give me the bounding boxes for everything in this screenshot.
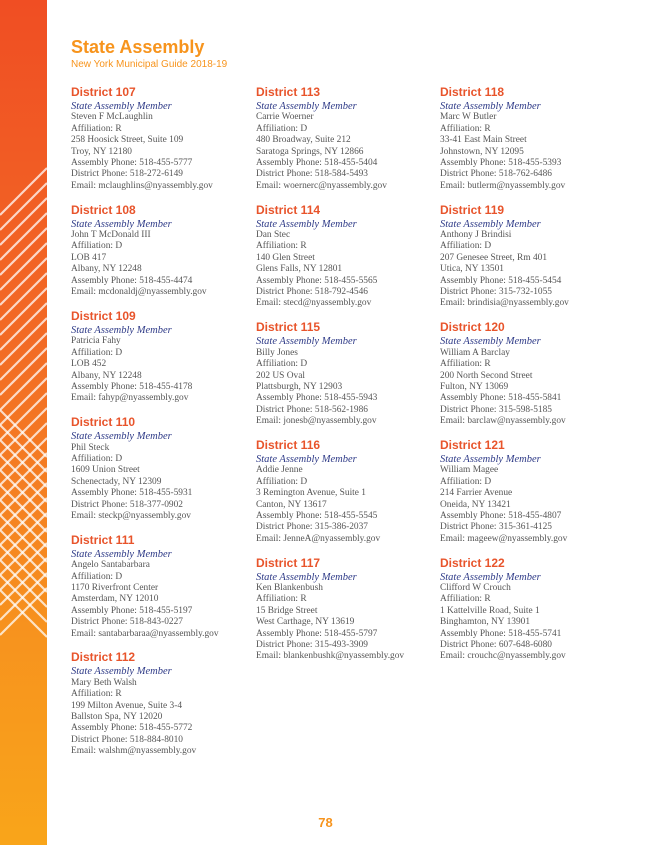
district-entry: [71, 85, 251, 192]
district-heading: District 121: [440, 437, 505, 452]
district-phone: District Phone: 518-762-6486: [440, 169, 552, 180]
district-phone: District Phone: 315-732-1055: [440, 287, 552, 298]
member-role: State Assembly Member: [256, 336, 357, 348]
address-line-1: 199 Milton Avenue, Suite 3-4: [71, 700, 183, 711]
address-line-2: Troy, NY 12180: [71, 146, 132, 157]
member-email: Email: barclaw@nyassembly.gov: [440, 416, 566, 427]
district-entry: [256, 203, 436, 310]
member-role: State Assembly Member: [440, 218, 541, 230]
address-line-1: 207 Genesee Street, Rm 401: [440, 252, 548, 263]
district-phone: District Phone: 518-884-8010: [71, 734, 183, 745]
address-line-2: Fulton, NY 13069: [440, 381, 509, 392]
assembly-phone: Assembly Phone: 518-455-5741: [440, 628, 562, 639]
member-name: Carrie Woerner: [256, 112, 314, 123]
district-entry: [440, 556, 620, 663]
member-email: Email: blankenbushk@nyassembly.gov: [256, 651, 405, 662]
assembly-phone: Assembly Phone: 518-455-5943: [256, 393, 378, 404]
page-subtitle: New York Municipal Guide 2018-19: [71, 59, 228, 70]
member-affiliation: Affiliation: D: [440, 476, 492, 487]
assembly-phone: Assembly Phone: 518-455-4474: [71, 275, 193, 286]
member-name: Billy Jones: [256, 347, 298, 358]
member-email: Email: santabarbaraa@nyassembly.gov: [71, 628, 219, 639]
member-name: John T McDonald III: [71, 230, 151, 241]
address-line-2: West Carthage, NY 13619: [256, 617, 355, 628]
member-role: State Assembly Member: [71, 431, 172, 443]
assembly-phone: Assembly Phone: 518-455-4807: [440, 510, 562, 521]
member-name: William A Barclay: [440, 347, 510, 358]
member-role: State Assembly Member: [71, 324, 172, 336]
assembly-phone: Assembly Phone: 518-455-5404: [256, 158, 378, 169]
member-affiliation: Affiliation: R: [440, 359, 491, 370]
page-title: State Assembly: [71, 37, 205, 57]
member-name: Phil Steck: [71, 442, 110, 453]
address-line-2: Utica, NY 13501: [440, 264, 504, 275]
member-affiliation: Affiliation: R: [440, 594, 491, 605]
assembly-phone: Assembly Phone: 518-455-5772: [71, 723, 193, 734]
member-email: Email: mclaughlins@nyassembly.gov: [71, 180, 213, 191]
address-line-1: 480 Broadway, Suite 212: [256, 135, 351, 146]
district-entry: [71, 309, 251, 405]
member-name: Angelo Santabarbara: [71, 560, 150, 571]
address-line-2: Ballston Spa, NY 12020: [71, 712, 163, 723]
address-line-2: Schenectady, NY 12309: [71, 476, 162, 487]
member-role: State Assembly Member: [71, 548, 172, 560]
member-email: Email: steckp@nyassembly.gov: [71, 510, 191, 521]
assembly-phone: Assembly Phone: 518-455-5565: [256, 275, 378, 286]
member-role: State Assembly Member: [440, 336, 541, 348]
page-number: 78: [318, 815, 333, 830]
member-affiliation: Affiliation: R: [256, 241, 307, 252]
member-role: State Assembly Member: [256, 571, 357, 583]
assembly-phone: Assembly Phone: 518-455-5393: [440, 158, 562, 169]
member-role: State Assembly Member: [71, 101, 172, 112]
address-line-2: Johnstown, NY 12095: [440, 146, 524, 157]
address-line-1: LOB 417: [71, 252, 107, 263]
district-entry: [71, 415, 251, 522]
address-line-2: Saratoga Springs, NY 12866: [256, 146, 364, 157]
column-3: [440, 85, 620, 673]
assembly-phone: Assembly Phone: 518-455-5841: [440, 393, 562, 404]
member-affiliation: Affiliation: D: [440, 241, 492, 252]
page-header: [71, 37, 227, 71]
member-affiliation: Affiliation: D: [71, 241, 123, 252]
district-entry: [256, 85, 436, 192]
member-email: Email: mageew@nyassembly.gov: [440, 533, 568, 544]
assembly-phone: Assembly Phone: 518-455-5197: [71, 605, 193, 616]
member-affiliation: Affiliation: D: [71, 453, 123, 464]
district-entry: [256, 438, 436, 545]
district-phone: District Phone: 518-377-0902: [71, 499, 183, 510]
district-entry: [256, 556, 436, 663]
member-email: Email: butlerm@nyassembly.gov: [440, 180, 566, 191]
member-affiliation: Affiliation: R: [71, 689, 122, 700]
district-entry: [440, 320, 620, 427]
column-1: [71, 85, 251, 768]
district-entry: [256, 320, 436, 427]
district-heading: District 109: [71, 308, 136, 323]
member-affiliation: Affiliation: D: [256, 359, 308, 370]
member-email: Email: JenneA@nyassembly.gov: [256, 533, 381, 544]
address-line-1: 15 Bridge Street: [256, 605, 318, 616]
member-name: Dan Stec: [256, 230, 291, 241]
district-phone: District Phone: 315-361-4125: [440, 522, 552, 533]
district-phone: District Phone: 518-843-0227: [71, 617, 183, 628]
member-name: Patricia Fahy: [71, 336, 121, 347]
district-heading: District 120: [440, 320, 505, 335]
address-line-1: 33-41 East Main Street: [440, 135, 527, 146]
member-role: State Assembly Member: [71, 666, 172, 678]
district-phone: District Phone: 607-648-6080: [440, 640, 552, 650]
address-line-1: 3 Remington Avenue, Suite 1: [256, 488, 366, 499]
district-phone: District Phone: 518-562-1986: [256, 404, 368, 415]
address-line-1: 140 Glen Street: [256, 252, 315, 263]
district-heading: District 119: [440, 202, 505, 217]
assembly-phone: Assembly Phone: 518-455-4178: [71, 381, 193, 392]
address-line-2: Canton, NY 13617: [256, 499, 327, 510]
member-name: Steven F McLaughlin: [71, 112, 153, 123]
address-line-2: Plattsburgh, NY 12903: [256, 381, 343, 392]
address-line-2: Albany, NY 12248: [71, 370, 142, 381]
member-affiliation: Affiliation: D: [71, 347, 123, 358]
district-heading: District 118: [440, 85, 505, 99]
address-line-1: 1 Kattelville Road, Suite 1: [440, 605, 540, 616]
member-email: Email: mcdonaldj@nyassembly.gov: [71, 287, 207, 298]
member-name: Clifford W Crouch: [440, 582, 511, 593]
district-entry: [71, 650, 251, 757]
member-role: State Assembly Member: [440, 453, 541, 465]
district-heading: District 113: [256, 85, 321, 99]
district-phone: District Phone: 315-493-3909: [256, 640, 368, 650]
district-heading: District 122: [440, 555, 505, 570]
assembly-phone: Assembly Phone: 518-455-5545: [256, 510, 378, 521]
district-entry: [71, 203, 251, 299]
address-line-2: Oneida, NY 13421: [440, 499, 511, 510]
member-role: State Assembly Member: [256, 218, 357, 230]
member-email: Email: woernerc@nyassembly.gov: [256, 180, 387, 191]
member-affiliation: Affiliation: R: [256, 594, 307, 605]
address-line-1: 214 Farrier Avenue: [440, 488, 513, 499]
member-affiliation: Affiliation: D: [71, 571, 123, 582]
district-heading: District 114: [256, 202, 321, 217]
address-line-2: Binghamton, NY 13901: [440, 617, 531, 628]
member-role: State Assembly Member: [71, 218, 172, 230]
district-phone: District Phone: 315-386-2037: [256, 522, 368, 533]
member-name: Mary Beth Walsh: [71, 677, 137, 688]
member-affiliation: Affiliation: D: [256, 123, 308, 134]
column-2: [256, 85, 436, 673]
district-phone: District Phone: 315-598-5185: [440, 404, 552, 415]
district-heading: District 110: [71, 415, 136, 430]
member-role: State Assembly Member: [256, 453, 357, 465]
member-affiliation: Affiliation: R: [71, 123, 122, 134]
district-entry: [440, 203, 620, 310]
district-entry: [440, 438, 620, 545]
district-heading: District 112: [71, 650, 136, 665]
address-line-1: 1609 Union Street: [71, 465, 140, 476]
assembly-phone: Assembly Phone: 518-455-5777: [71, 158, 193, 169]
district-entry: [440, 85, 620, 192]
member-name: Marc W Butler: [440, 112, 497, 123]
member-role: State Assembly Member: [440, 571, 541, 583]
address-line-1: 258 Hoosick Street, Suite 109: [71, 135, 184, 146]
member-email: Email: brindisia@nyassembly.gov: [440, 298, 569, 309]
member-name: Addie Jenne: [256, 465, 303, 476]
assembly-phone: Assembly Phone: 518-455-5931: [71, 488, 193, 499]
member-email: Email: walshm@nyassembly.gov: [71, 746, 197, 757]
member-name: William Magee: [440, 465, 499, 476]
district-heading: District 108: [71, 202, 136, 217]
assembly-phone: Assembly Phone: 518-455-5454: [440, 275, 562, 286]
district-heading: District 111: [71, 532, 135, 547]
member-email: Email: fahyp@nyassembly.gov: [71, 393, 189, 404]
address-line-1: 200 North Second Street: [440, 370, 533, 381]
address-line-1: 202 US Oval: [256, 370, 305, 381]
member-name: Ken Blankenbush: [256, 582, 323, 593]
district-entry: [71, 533, 251, 640]
district-heading: District 107: [71, 85, 136, 99]
member-email: Email: crouchc@nyassembly.gov: [440, 651, 566, 662]
member-email: Email: stecd@nyassembly.gov: [256, 298, 372, 309]
address-line-2: Albany, NY 12248: [71, 264, 142, 275]
district-heading: District 115: [256, 320, 321, 335]
district-phone: District Phone: 518-272-6149: [71, 169, 183, 180]
district-phone: District Phone: 518-584-5493: [256, 169, 368, 180]
member-email: Email: jonesb@nyassembly.gov: [256, 416, 377, 427]
district-heading: District 117: [256, 555, 321, 570]
member-affiliation: Affiliation: R: [440, 123, 491, 134]
address-line-2: Amsterdam, NY 12010: [71, 594, 159, 605]
address-line-2: Glens Falls, NY 12801: [256, 264, 343, 275]
address-line-1: 1170 Riverfront Center: [71, 582, 159, 593]
member-role: State Assembly Member: [440, 101, 541, 112]
district-phone: District Phone: 518-792-4546: [256, 287, 368, 298]
address-line-1: LOB 452: [71, 359, 107, 370]
member-name: Anthony J Brindisi: [440, 230, 512, 241]
assembly-phone: Assembly Phone: 518-455-5797: [256, 628, 378, 639]
decorative-side-bar: [0, 0, 47, 845]
member-role: State Assembly Member: [256, 101, 357, 112]
district-heading: District 116: [256, 437, 321, 452]
diagonal-stripes-pattern: [0, 0, 47, 845]
member-affiliation: Affiliation: D: [256, 476, 308, 487]
